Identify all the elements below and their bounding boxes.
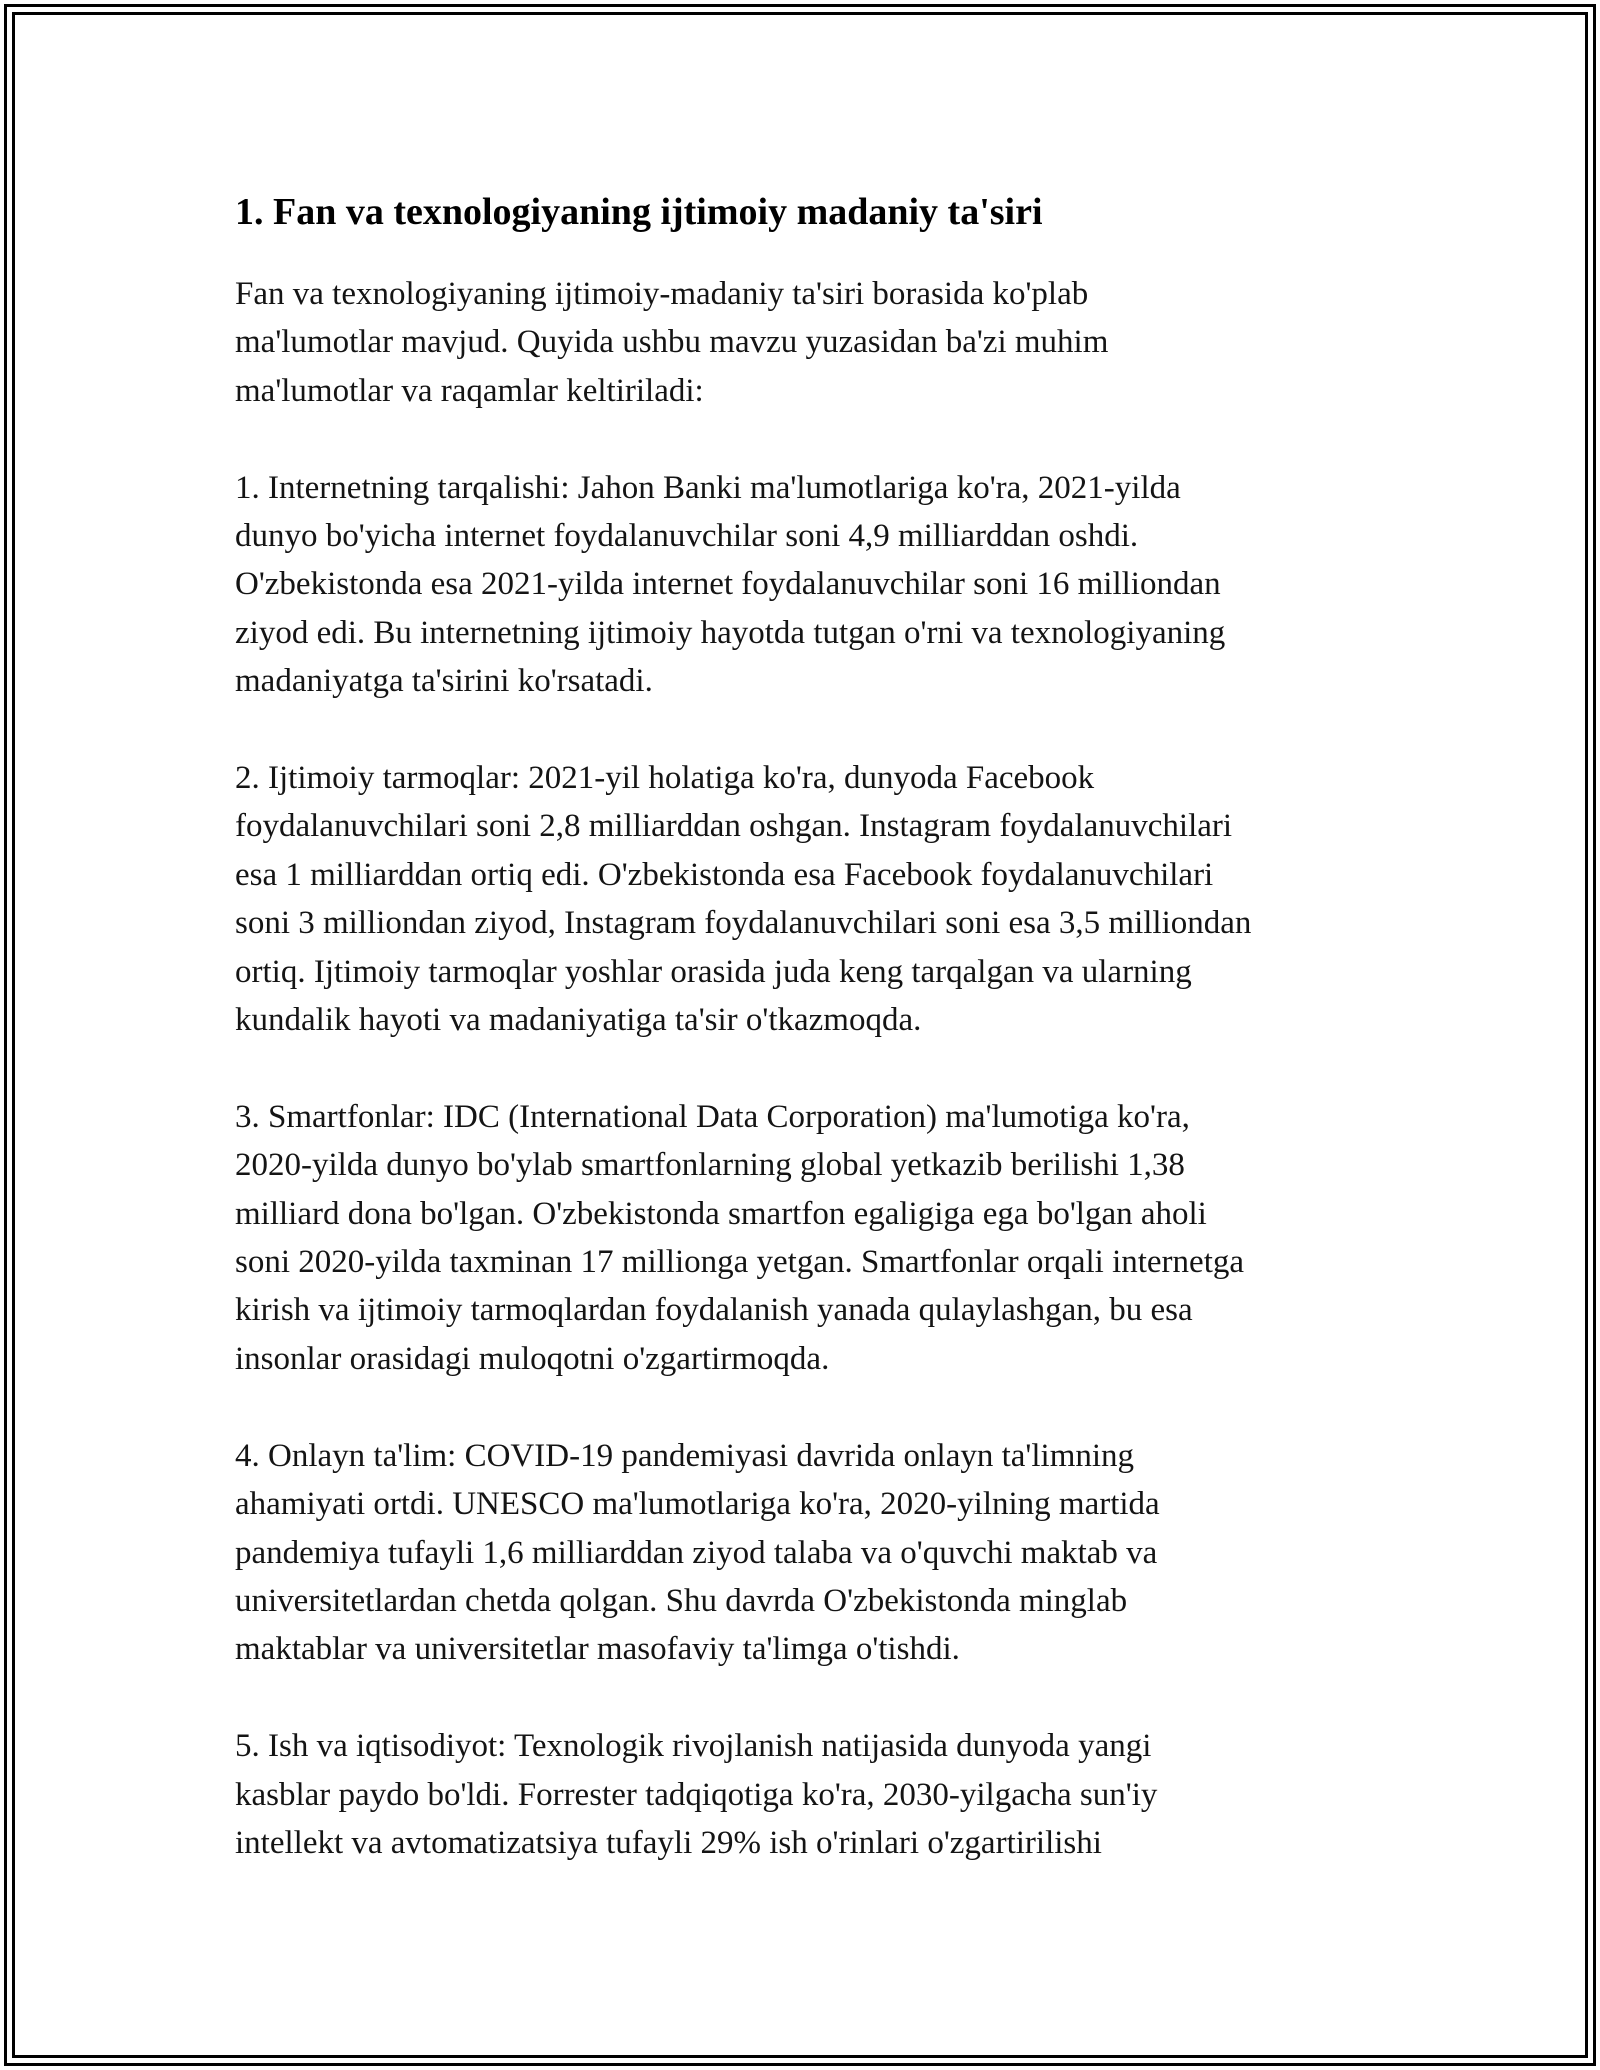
paragraph-line: 1. Internetning tarqalishi: Jahon Banki ma'lumotlariga ko'ra, 2021-yilda <box>235 469 1181 506</box>
paragraph-line: kundalik hayoti va madaniyatiga ta'sir o'tkazmoqda. <box>235 1002 922 1039</box>
paragraph-line: universitetlardan chetda qolgan. Shu davrda O'zbekistonda minglab <box>235 1582 1128 1619</box>
paragraph-line: ma'lumotlar va raqamlar keltiriladi: <box>235 372 704 409</box>
paragraph-line: 3. Smartfonlar: IDC (International Data Corporation) ma'lumotiga ko'ra, <box>235 1098 1190 1135</box>
paragraph-line: soni 3 milliondan ziyod, Instagram foydalanuvchilari soni esa 3,5 milliondan <box>235 905 1252 942</box>
document-body <box>235 180 1395 1867</box>
intro-paragraph <box>235 270 1395 415</box>
paragraph-line: Fan va texnologiyaning ijtimoiy-madaniy ta'siri borasida ko'plab <box>235 276 1089 312</box>
paragraph-line: milliard dona bo'lgan. O'zbekistonda smartfon egaligiga ega bo'lgan aholi <box>235 1195 1207 1232</box>
paragraph-line: ma'lumotlar mavjud. Quyida ushbu mavzu yuzasidan ba'zi muhim <box>235 324 1109 361</box>
online-education-paragraph <box>235 1432 1395 1674</box>
work-economy-paragraph <box>235 1722 1395 1867</box>
paragraph-line: soni 2020-yilda taxminan 17 millionga yetgan. Smartfonlar orqali internetga <box>235 1244 1245 1281</box>
paragraph-line: foydalanuvchilari soni 2,8 milliarddan oshgan. Instagram foydalanuvchilari <box>235 808 1233 845</box>
paragraph-line: 2. Ijtimoiy tarmoqlar: 2021-yil holatiga ko'ra, dunyoda Facebook <box>235 760 1095 797</box>
paragraph-line: 2020-yilda dunyo bo'ylab smartfonlarning global yetkazib berilishi 1,38 <box>235 1147 1185 1184</box>
paragraph-line: pandemiya tufayli 1,6 milliarddan ziyod talaba va o'quvchi maktab va <box>235 1534 1158 1571</box>
paragraph-line: ortiq. Ijtimoiy tarmoqlar yoshlar orasida juda keng tarqalgan va ularning <box>235 953 1192 990</box>
paragraph-line: maktablar va universitetlar masofaviy ta'limga o'tishdi. <box>235 1631 960 1668</box>
paragraph-line: madaniyatga ta'sirini ko'rsatadi. <box>235 663 653 700</box>
document-title: 1. Fan va texnologiyaning ijtimoiy madaniy ta'siri <box>235 191 1043 233</box>
paragraph-line: kasblar paydo bo'ldi. Forrester tadqiqotiga ko'ra, 2030-yilgacha sun'iy <box>235 1776 1158 1813</box>
paragraph-line: O'zbekistonda esa 2021-yilda internet foydalanuvchilar soni 16 milliondan <box>235 566 1221 603</box>
paragraph-line: 5. Ish va iqtisodiyot: Texnologik rivojlanish natijasida dunyoda yangi <box>235 1728 1152 1765</box>
paragraph-line: ziyod edi. Bu internetning ijtimoiy hayotda tutgan o'rni va texnologiyaning <box>235 614 1226 651</box>
paragraph-line: esa 1 milliarddan ortiq edi. O'zbekistonda esa Facebook foydalanuvchilari <box>235 856 1214 893</box>
paragraph-line: intellekt va avtomatizatsiya tufayli 29% ish o'rinlari o'zgartirilishi <box>235 1824 1102 1861</box>
paragraph-line: 4. Onlayn ta'lim: COVID-19 pandemiyasi davrida onlayn ta'limning <box>235 1437 1135 1474</box>
internet-paragraph <box>235 464 1395 706</box>
paragraph-line: ahamiyati ortdi. UNESCO ma'lumotlariga ko'ra, 2020-yilning martida <box>235 1486 1160 1523</box>
paragraph-line: dunyo bo'yicha internet foydalanuvchilar soni 4,9 milliarddan oshdi. <box>235 518 1139 555</box>
paragraph-line: kirish va ijtimoiy tarmoqlardan foydalanish yanada qulaylashgan, bu esa <box>235 1292 1193 1329</box>
social-networks-paragraph <box>235 754 1395 1044</box>
paragraph-line: insonlar orasidagi muloqotni o'zgartirmoqda. <box>235 1340 830 1377</box>
smartphones-paragraph <box>235 1093 1395 1383</box>
